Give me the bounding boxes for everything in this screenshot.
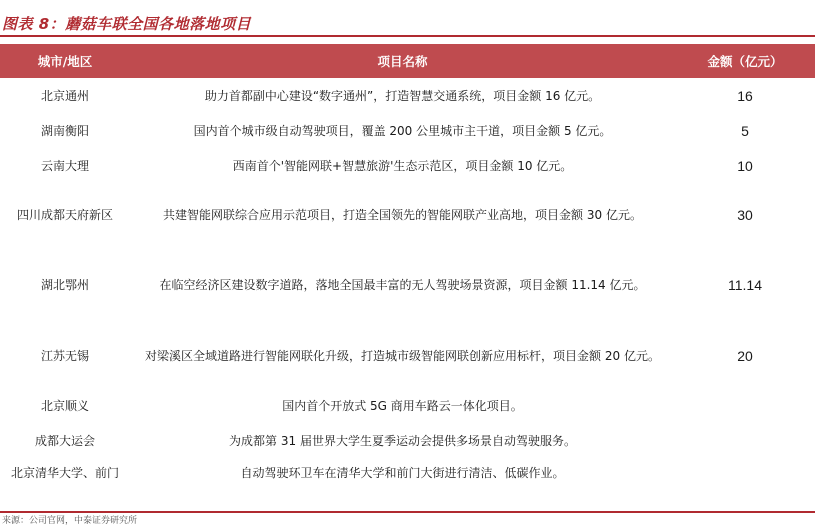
amount-cell: 16: [737, 88, 753, 104]
amount-cell: [675, 424, 815, 458]
city-cell: 湖北鄂州: [40, 278, 89, 292]
figure-header: [0, 0, 815, 38]
amount-cell: [675, 388, 815, 424]
source-note: 来源：公司官网，中泰证券研究所: [2, 516, 138, 526]
amount-cell: [675, 458, 815, 488]
amount-cell: 30: [737, 207, 753, 223]
city-cell: 北京通州: [40, 89, 89, 103]
figure-title: 图表 8：蘑菇车联全国各地落地项目: [2, 15, 252, 33]
header-project: 项目名称: [130, 44, 675, 78]
table-row: [0, 78, 815, 114]
project-cell: 对梁溪区全域道路进行智能网联化升级，打造城市级智能网联创新应用标杆，项目金额 20 亿元。: [145, 348, 660, 363]
table-row: [0, 247, 815, 323]
amount-cell: 20: [737, 347, 753, 364]
table-row: [0, 114, 815, 148]
table-row: [0, 323, 815, 388]
title-divider: [0, 35, 815, 37]
project-cell: 国内首个开放式 5G 商用车路云一体化项目。: [282, 399, 523, 413]
amount-cell: 5: [741, 123, 749, 139]
projects-table: [0, 44, 815, 488]
project-cell: 西南首个'智能网联+智慧旅游'生态示范区，项目金额 10 亿元。: [232, 158, 573, 173]
project-cell: 为成都第 31 届世界大学生夏季运动会提供多场景自动驾驶服务。: [229, 434, 576, 448]
table-row: [0, 458, 815, 488]
header-amount: 金额（亿元）: [675, 44, 815, 78]
project-cell: 在临空经济区建设数字道路，落地全国最丰富的无人驾驶场景资源，项目金额 11.14 亿元。: [159, 278, 646, 292]
table-header-row: [0, 44, 815, 78]
city-cell: 北京顺义: [40, 399, 89, 413]
city-cell: 湖南衡阳: [40, 124, 89, 138]
amount-cell: 11.14: [728, 277, 762, 293]
table-row: [0, 183, 815, 247]
city-cell: 四川成都天府新区: [16, 208, 113, 222]
table-row: [0, 424, 815, 458]
amount-cell: 10: [737, 157, 753, 174]
project-cell: 共建智能网联综合应用示范项目，打造全国领先的智能网联产业高地，项目金额 30 亿元。: [163, 208, 642, 222]
header-city: 城市/地区: [0, 44, 130, 78]
city-cell: 江苏无锡: [40, 348, 89, 363]
table-row: [0, 148, 815, 183]
city-cell: 云南大理: [40, 158, 89, 173]
city-cell: 成都大运会: [34, 434, 95, 448]
table-row: [0, 388, 815, 424]
project-cell: 自动驾驶环卫车在清华大学和前门大街进行清洁、低碳作业。: [240, 466, 565, 480]
project-cell: 助力首都副中心建设“数字通州”，打造智慧交通系统，项目金额 16 亿元。: [204, 89, 601, 103]
city-cell: 北京清华大学、前门: [10, 466, 119, 480]
project-cell: 国内首个城市级自动驾驶项目，覆盖 200 公里城市主干道，项目金额 5 亿元。: [193, 124, 612, 138]
